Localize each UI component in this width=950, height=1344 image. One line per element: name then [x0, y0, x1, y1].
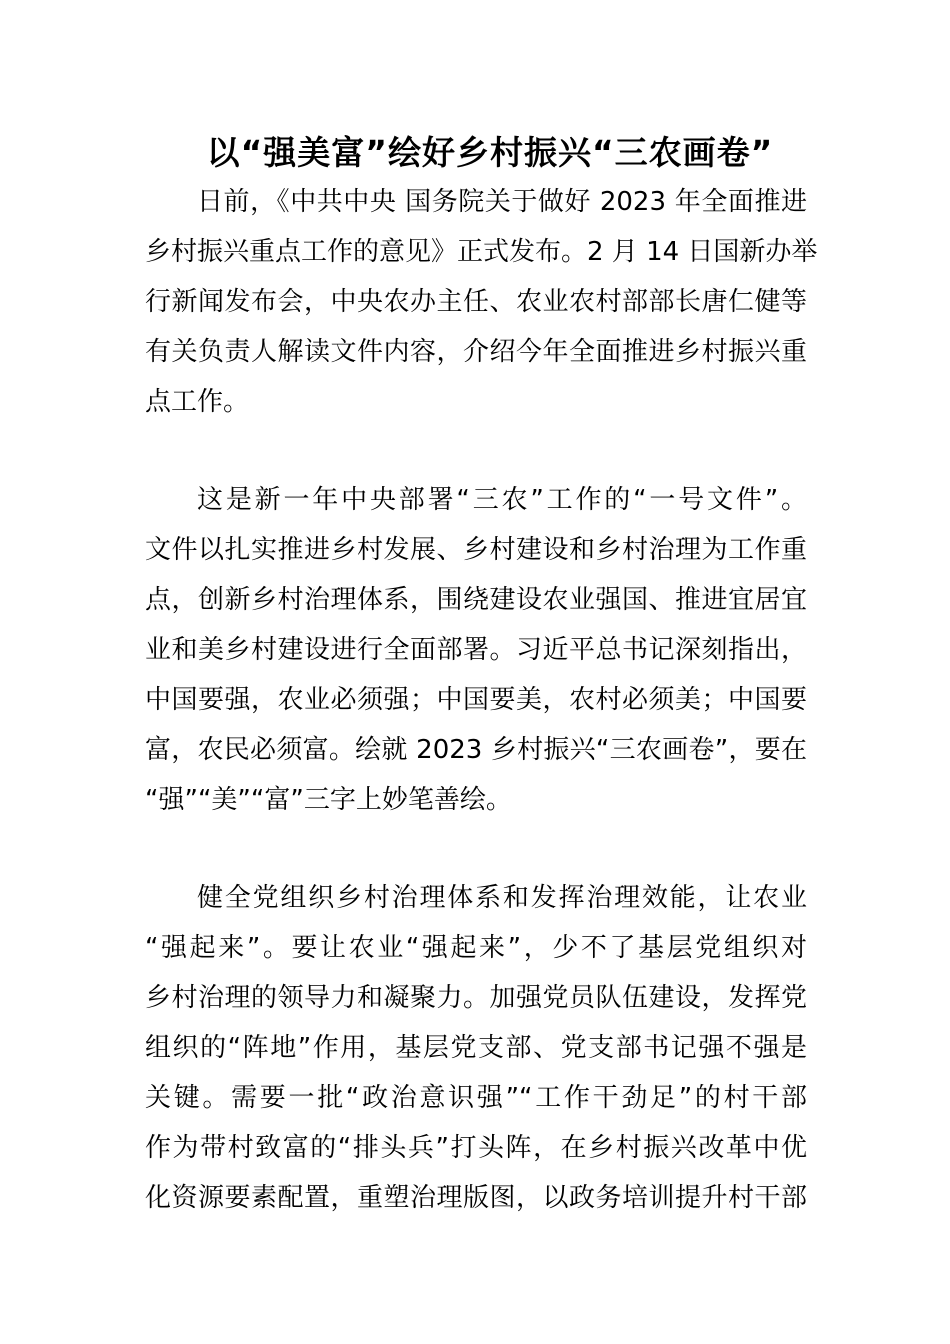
- paragraph-line: 乡村治理的领导力和凝聚力。加强党员队伍建设，发挥党: [145, 983, 807, 1013]
- paragraph-line: 有关负责人解读文件内容，介绍今年全面推进乡村振兴重: [145, 337, 807, 367]
- paragraph-line: 化资源要素配置，重塑治理版图，以政务培训提升村干部: [145, 1183, 807, 1213]
- paragraph-line: 中国要强，农业必须强；中国要美，农村必须美；中国要: [145, 685, 807, 715]
- paragraph-line: 文件以扎实推进乡村发展、乡村建设和乡村治理为工作重: [145, 535, 807, 565]
- paragraph-line: 组织的“阵地”作用，基层党支部、党支部书记强不强是: [145, 1033, 807, 1063]
- paragraph-line: 健全党组织乡村治理体系和发挥治理效能，让农业: [197, 883, 807, 913]
- paragraph-line: 日前，《中共中央 国务院关于做好 2023 年全面推进: [197, 187, 807, 217]
- paragraph-line: 点，创新乡村治理体系，围绕建设农业强国、推进宜居宜: [145, 585, 807, 615]
- paragraph-line: “强”“美”“富”三字上妙笔善绘。: [145, 785, 512, 815]
- paragraph-line: 乡村振兴重点工作的意见》正式发布。2 月 14 日国新办举: [145, 237, 818, 267]
- paragraph-line: 业和美乡村建设进行全面部署。习近平总书记深刻指出，: [145, 635, 807, 665]
- paragraph-1: [145, 177, 818, 427]
- paragraph-line: 行新闻发布会，中央农办主任、农业农村部部长唐仁健等: [145, 287, 807, 317]
- paragraph-2: [145, 475, 807, 825]
- document-title: 以“强美富”绘好乡村振兴“三农画卷”: [206, 133, 774, 172]
- paragraph-line: 这是新一年中央部署“三农”工作的“一号文件”。: [197, 485, 807, 515]
- paragraph-3: [145, 873, 807, 1223]
- paragraph-line: 作为带村致富的“排头兵”打头阵，在乡村振兴改革中优: [145, 1133, 807, 1163]
- paragraph-line: “强起来”。要让农业“强起来”，少不了基层党组织对: [145, 933, 807, 963]
- paragraph-line: 点工作。: [145, 387, 250, 417]
- paragraph-line: 富，农民必须富。绘就 2023 乡村振兴“三农画卷”，要在: [145, 735, 807, 765]
- paragraph-line: 关键。需要一批“政治意识强”“工作干劲足”的村干部: [145, 1083, 807, 1113]
